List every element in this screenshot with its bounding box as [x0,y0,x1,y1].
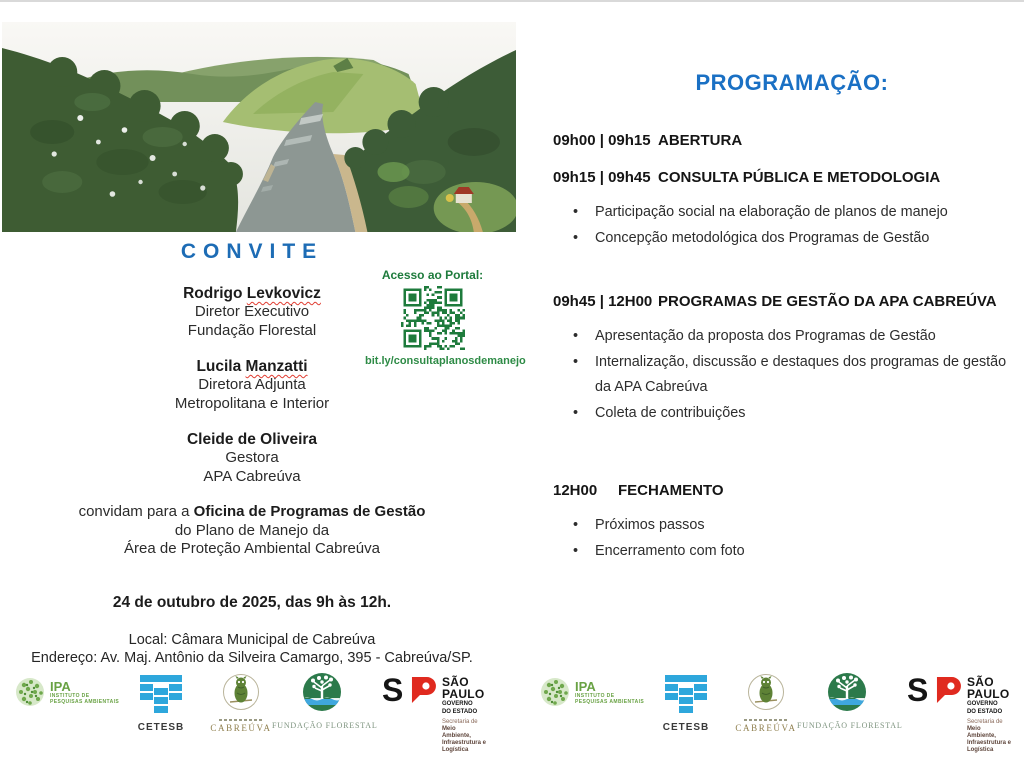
sp-secretariat: Logística [966,747,994,753]
event-date: 24 de outubro de 2025, das 9h às 12h. [112,593,392,611]
host-org: Metropolitana e Interior [174,394,330,412]
sp-name: SÃO [966,675,994,689]
sp-name: PAULO [441,687,485,701]
host-name: Cleide de Oliveira [186,431,318,448]
invitation-paragraph: convidam para a Oficina de Programas de Gestão do Plano de Manejo da Área de Proteção Ambiental Cabreúva [78,503,426,557]
schedule-block [553,168,1015,251]
fundacao-florestal-label: FUNDAÇÃO FLORESTAL [272,721,378,730]
sp-name: SÃO [441,675,469,689]
river-valley-photo [2,22,516,232]
schedule-bullet: • Encerramento com foto [553,539,1015,565]
logo-ipa [14,676,119,708]
page-title: CONVITE [180,240,324,263]
sp-secretariat: Secretaria de [441,719,478,725]
sp-government: GOVERNO [966,701,998,707]
schedule-bullet: • Apresentação da proposta dos Programas de Gestão [553,324,1015,350]
logo-cabreuva [210,673,272,733]
logo-sao-paulo [907,676,1011,754]
logo-ipa [539,676,644,708]
cabreuva-microtext [744,719,788,721]
sp-name: PAULO [966,687,1010,701]
event-address: Endereço: Av. Maj. Antônio da Silveira Camargo, 395 - Cabreúva/SP. [31,649,473,666]
event-venue: Local: Câmara Municipal de Cabreúva [128,631,376,648]
qr-portal-block [365,268,526,367]
host-role: Diretora Adjunta [198,376,306,393]
logo-fundacao-florestal [797,672,903,730]
host-org: Fundação Florestal [187,321,317,339]
logo-cetesb [660,675,712,733]
schedule-title: FECHAMENTO [618,482,724,499]
schedule-time: 12H00 [553,482,598,499]
sp-government-icon [382,676,438,706]
landscape-illustration [2,22,516,232]
top-border-line [0,0,1024,2]
schedule-title: CONSULTA PÚBLICA E METODOLOGIA [658,169,941,186]
ipa-leaf-globe-icon [14,676,46,708]
portal-link[interactable]: bit.ly/consultaplanosdemanejo [365,355,526,367]
host-block-3 [2,430,502,486]
host-role: Diretor Executivo [194,303,310,320]
schedule-time: 09h00 | 09h15 [553,132,651,149]
logo-fundacao-florestal [272,672,378,730]
cabreuva-microtext [219,719,263,721]
sp-secretariat: Infraestrutura e [966,740,1011,746]
schedule-bullet: • Concepção metodológica dos Programas de Gestão [553,226,1015,252]
cetesb-icon [138,675,184,713]
workshop-name: Oficina de Programas de Gestão [193,503,426,520]
cetesb-icon [663,675,709,713]
logo-cetesb [135,675,187,733]
sp-secretariat: Secretaria de [966,719,1003,725]
schedule-bullet: • Coleta de contribuições [553,401,1015,427]
schedule-title: ABERTURA [658,132,743,149]
cabreuva-label: CABREÚVA [210,723,272,733]
schedule-bullet: • Internalização, discussão e destaques dos programas de gestão da APA Cabreúva [553,350,1015,401]
host-org: APA Cabreúva [203,467,301,485]
schedule-block [553,292,1015,426]
sp-government-icon [907,676,963,706]
cabreuva-owl-icon [747,673,785,711]
schedule-title: PROGRAMAS DE GESTÃO DA APA CABREÚVA [658,293,997,310]
schedule-time: 09h45 | 12H00 [553,293,653,310]
logo-cabreuva [735,673,797,733]
fundacao-florestal-label: FUNDAÇÃO FLORESTAL [797,721,903,730]
host-name: Lucila Manzatti [196,358,308,375]
sp-secretariat: Meio Ambiente, [441,726,471,739]
qr-code [401,286,465,350]
ipa-subtitle: INSTITUTO DE [50,693,90,699]
ipa-leaf-globe-icon [539,676,571,708]
schedule-block [553,131,1015,151]
host-role: Gestora [225,449,279,466]
fundacao-florestal-tree-icon [827,672,867,712]
host-name: Rodrigo Levkovicz [183,285,321,302]
sp-government: DO ESTADO [966,709,1003,715]
partner-logos-right [539,672,1011,752]
program-title: PROGRAMAÇÃO: [695,70,889,95]
qr-caption: Acesso ao Portal: [381,268,484,282]
cabreuva-owl-icon [222,673,260,711]
svg-text:S: S [907,676,929,706]
sp-secretariat: Infraestrutura e [441,740,486,746]
partner-logos-left [14,672,486,752]
program-schedule [553,131,1015,564]
schedule-time: 09h15 | 09h45 [553,169,651,186]
ipa-acronym: IPA [575,679,596,694]
cetesb-label: CETESB [662,722,710,733]
sp-secretariat: Meio Ambiente, [966,726,996,739]
cetesb-label: CETESB [137,722,185,733]
sp-government: DO ESTADO [441,709,478,715]
fundacao-florestal-tree-icon [302,672,342,712]
ipa-subtitle: INSTITUTO DE [575,693,615,699]
ipa-subtitle: PESQUISAS AMBIENTAIS [50,699,120,705]
ipa-subtitle: PESQUISAS AMBIENTAIS [575,699,645,705]
cabreuva-label: CABREÚVA [735,723,797,733]
logo-sao-paulo [382,676,486,754]
ipa-acronym: IPA [50,679,71,694]
schedule-bullet: • Participação social na elaboração de planos de manejo [553,200,1015,226]
schedule-block [553,481,1015,564]
sp-secretariat: Logística [441,747,469,753]
schedule-bullet: • Próximos passos [553,513,1015,539]
sp-government: GOVERNO [441,701,473,707]
svg-text:S: S [382,676,404,706]
